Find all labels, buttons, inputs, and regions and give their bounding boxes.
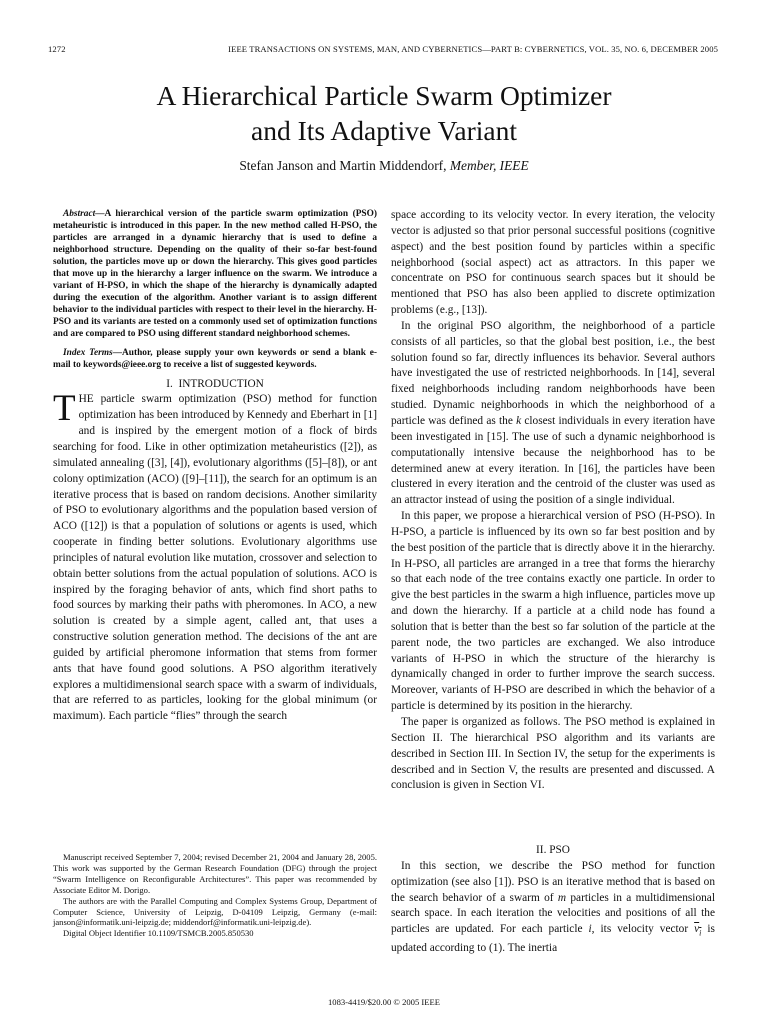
abstract-label: Abstract— (63, 209, 105, 219)
intro-paragraph (53, 388, 377, 725)
index-terms-text: Author, please supply your own keywords or send a blank e-mail to keywords@ieee.org to receive a list of suggested keywords. (53, 347, 377, 370)
abstract-paragraph (53, 208, 377, 341)
copyright-footer: 1083-4419/$20.00 © 2005 IEEE (327, 997, 441, 1007)
footnote (53, 852, 377, 939)
pso-paragraph: In this section, we describe the PSO method for function optimization (see also [1]). PSO is an iterative method that is based on the search behavior of a swarm of m particles in a multidimensional search space. In each iteration the velocities and positions of all the particles are updated. For each particle i, its velocity vector $v_i$ is updated according to (1). The inertia (391, 859, 715, 955)
index-terms-paragraph (53, 347, 377, 371)
math-k: k (516, 414, 522, 427)
math-i: i, (588, 923, 595, 936)
drop-cap: T (53, 388, 76, 430)
author-membership: Member, IEEE (449, 158, 529, 173)
intro-text: HE particle swarm optimization (PSO) method for function optimization has been introduced by Kennedy and Eberhart in [1] and is inspired by the emergent motion of a flock of birds searching for food. Like in other optimization metaheuristics ([2]), as simulated annealing ([3], [4]), evolutionary algorithms ([5]–[8]), or ant colony optimization (ACO) ([9]–[11]), the search for an optimum is an iterative process that is based on random decisions. Another similarity of PSO to evolutionary algorithms and the population based version of ACO ([12]) is that a population of solutions or agents is used, which cooperate in finding better solutions. Evolutionary algorithms use principles of natural evolution like mutation, crossover and selection to obtain better solutions from the actual population of solutions. ACO is inspired by the foraging behavior of ants, which find short paths to food sources by marking their paths with pheromones. In ACO, a new solution is created by a simple agent, called ant, that uses a constructive solution generation method. The decisions of the ant are guided by artificial pheromone information that stems from former ants that have found good solutions. A PSO algorithm iteratively explores a multidimensional search space with a swarm of individuals, that are referred to as particles, looking for the global minimum (or maximum). Each particle “flies” through the search (53, 393, 377, 723)
page-number: 1272 (48, 44, 66, 54)
organization-paragraph: The paper is organized as follows. The PSO method is explained in Section II. The hierarchical PSO algorithm and its variants are described in Section III. In Section IV, the setup for the experiments is described and in Section V, the results are presented and discussed. A conclusion is given in Section VI. (391, 716, 715, 792)
title-line-2: and Its Adaptive Variant (250, 115, 518, 146)
velocity-vector-symbol: $v_i$ (694, 923, 702, 938)
author-line (0, 158, 768, 174)
math-m: m (557, 891, 567, 904)
neighborhood-paragraph: In the original PSO algorithm, the neighborhood of a particle consists of all particles, so that the global best position, i.e., the best solution found so far, directly influences its behavior. Several authors have investigated the use of restricted neighborhoods. In [14], several fixed neighborhoods including random neighborhoods have been studied. Dynamic neighborhoods in which the neighborhood of a particle was defined as the k closest individuals in every iteration have been investigated in [15]. The use of such a dynamic neighborhood is computationally intensive because the neighborhood has to be determined anew at every iteration. In [16], the particles have been clustered in every iteration and the centroid of the cluster was used as an attractor instead of using the position of a single individual. (391, 319, 715, 507)
title-line-1: A Hierarchical Particle Swarm Optimizer (156, 80, 612, 111)
abstract-text: A hierarchical version of the particle swarm optimization (PSO) metaheuristic is introduced in this paper. In the new method called H-PSO, the particles are arranged in a dynamic hierarchy that is used to define a neighborhood structure. Depending on the quality of their so-far best-found solution, the particles move up or down the hierarchy. This gives good particles that move up in the hierarchy a larger influence on the swarm. We introduce a variant of H-PSO, in which the shape of the hierarchy is dynamically adapted during the execution of the algorithm. Another variant is to assign different behavior to the individual particles with respect to their level in the hierarchy. H-PSO and its variants are tested on a commonly used set of optimization functions and are compared to PSO using different standard neighborhood schemes. (53, 209, 377, 340)
hpso-paragraph: In this paper, we propose a hierarchical version of PSO (H-PSO). In H-PSO, a particle is influenced by its own so far best position and by the best position of the particle that is directly above it in the hierarchy. In H-PSO, all particles are arranged in a tree that forms the hierarchy so that each node of the tree contains exactly one particle. In order to give the best particles in the swarm a high influence, particles move up and down the hierarchy. If a particle at a child node has found a solution that is better than the best so far solution of the particle at the parent node, the two particles are exchanged. We also introduce variants of H-PSO in which the structure of the hierarchy is dynamically changed in order to further improve the search success. Moreover, variants of H-PSO are described in which the behavior of a particle is determined by its position in the hierarchy. (391, 510, 715, 713)
left-column (53, 208, 377, 725)
right-column (391, 208, 715, 794)
footnote-affiliation: The authors are with the Parallel Computing and Complex Systems Group, Department of Computer Science, University of Leipzig, D-04109 Leipzig, Germany (e-mail: janson@informatik.uni-leipzig.de; middendorf@informatik.uni-leipzig.de). (53, 895, 377, 928)
abstract (53, 208, 377, 371)
journal-name: IEEE TRANSACTIONS ON SYSTEMS, MAN, AND CYBERNETICS—PART B: CYBERNETICS, VOL. 35, NO. 6, DECEMBER 2005 (228, 44, 718, 54)
continued-paragraph: space according to its velocity vector. In every iteration, the velocity vector is adjusted so that prior personal successful positions (cognitive aspect) and the best position found by particles within a specific neighborhood (social aspect) act as attractors. In this paper we concentrate on PSO for continuous search spaces but it should be mentioned that PSO has also been applied to discrete optimization problems (e.g., [13]). (391, 209, 715, 317)
section-ii (391, 843, 715, 957)
author-names: Stefan Janson and Martin Middendorf, (239, 158, 447, 173)
footnote-doi: Digital Object Identifier 10.1109/TSMCB.2005.850530 (63, 928, 254, 939)
paper-title (0, 78, 768, 148)
footnote-manuscript: Manuscript received September 7, 2004; revised December 21, 2004 and January 28, 2005. This work was supported by the German Research Foundation (DFG) through the project “Swarm Intelligence on Reconfigurable Architectures”. This paper was recommended by Associate Editor M. Dorigo. (53, 852, 377, 895)
section-heading-pso: II. PSO (536, 844, 570, 856)
section-heading-introduction: I. INTRODUCTION (166, 377, 264, 390)
index-terms-label: Index Terms— (63, 347, 123, 358)
